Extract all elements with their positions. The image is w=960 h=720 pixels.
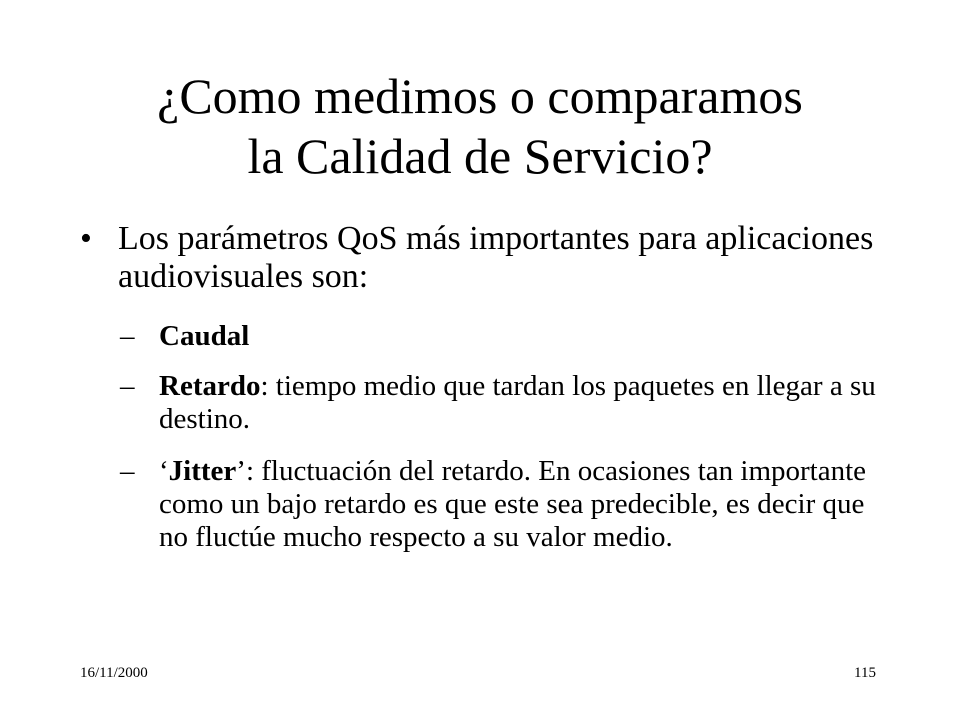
sub-item-dash: – (120, 370, 135, 402)
footer-page-number: 115 (854, 665, 876, 681)
sub-item-jitter (120, 455, 880, 554)
sub-item-dash: – (120, 455, 135, 487)
sub-item-dash: – (120, 320, 135, 352)
slide-title-line-1: ¿Como medimos o comparamos (157, 68, 803, 124)
bullet-item (80, 220, 880, 296)
sub-item-term: Caudal (159, 320, 250, 352)
sub-item-retardo (120, 370, 880, 436)
slide-title-line-2: la Calidad de Servicio? (247, 128, 713, 184)
bullet-text: Los parámetros QoS más importantes para aplicaciones audiovisuales son: (118, 220, 874, 295)
sub-item-body (159, 370, 880, 436)
sub-item-quote-close: ’ (236, 455, 246, 487)
sub-item-rest: : fluctuación del retardo. En ocasiones tan importante como un bajo retardo es que este sea predecible, es decir que no fluctúe mucho respecto a su valor medio. (159, 455, 867, 553)
footer-date: 16/11/2000 (80, 665, 148, 681)
sub-item-quote-open: ‘ (159, 455, 169, 487)
sub-item-rest: : tiempo medio que tardan los paquetes en llegar a su destino. (159, 370, 876, 435)
sub-item-body (159, 455, 880, 554)
sub-item-body (159, 320, 880, 353)
sub-item-caudal (120, 320, 880, 353)
bullet-mark: • (80, 220, 92, 257)
sub-item-term: Jitter (168, 455, 237, 487)
slide-title (60, 66, 900, 186)
sub-item-term: Retardo (159, 370, 261, 402)
